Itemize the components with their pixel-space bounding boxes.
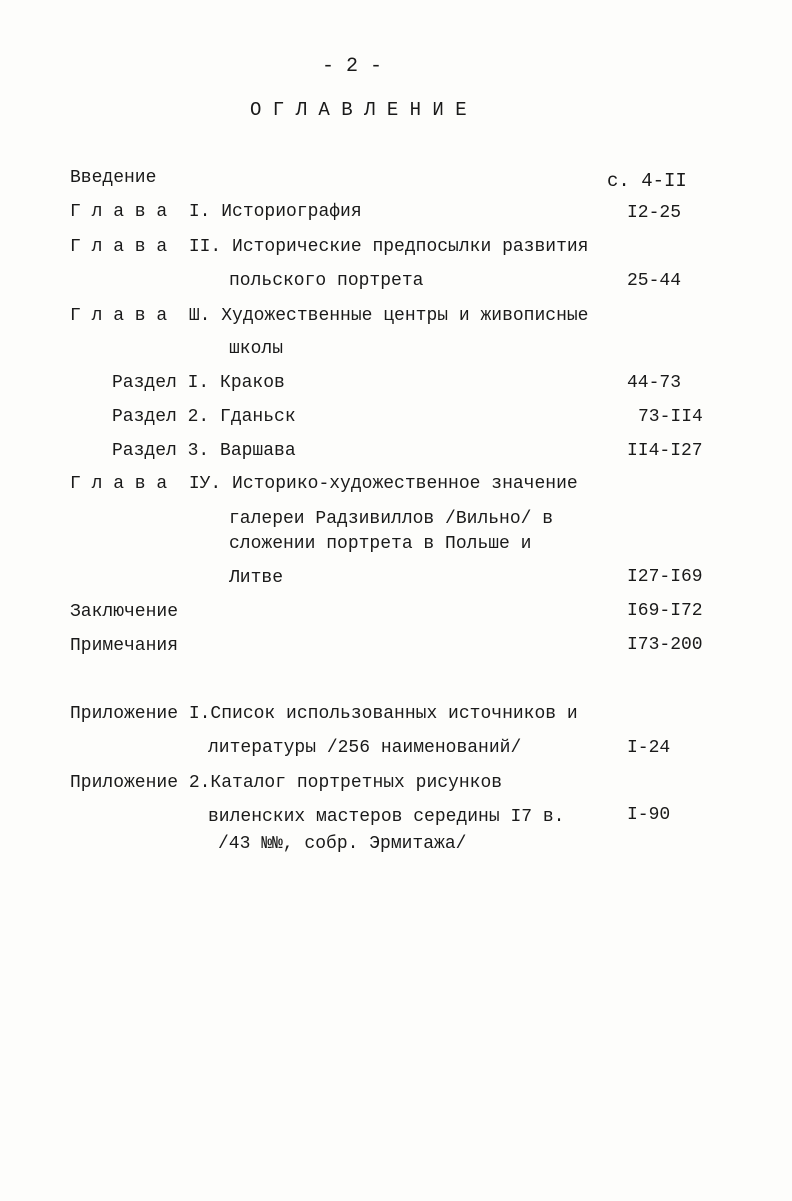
toc-entry-page: I69-I72	[627, 601, 703, 621]
toc-entry-label: школы	[229, 339, 284, 359]
toc-entry-page: I2-25	[627, 203, 682, 223]
toc-entry-page: 44-73	[627, 373, 682, 393]
toc-entry-page: 25-44	[627, 271, 682, 291]
page-number: - 2 -	[322, 55, 383, 78]
toc-entry-label: Литве	[229, 568, 284, 588]
toc-entry-label: Заключение	[70, 602, 179, 622]
toc-entry-label: Г л а в а IУ. Историко-художественное значение	[70, 474, 578, 494]
toc-entry-label: Введение	[70, 168, 157, 188]
toc-entry-label: Приложение 2.Каталог портретных рисунков	[70, 773, 503, 793]
toc-entry-label: Раздел 2. Гданьск	[112, 407, 296, 427]
page-title: О Г Л А В Л Е Н И Е	[250, 99, 467, 121]
toc-entry-page: I-24	[627, 738, 671, 758]
toc-entry-label: Приложение I.Список использованных источников и	[70, 704, 578, 724]
toc-entry-label: Г л а в а II. Исторические предпосылки развития	[70, 237, 589, 257]
toc-entry-label: сложении портрета в Польше и	[229, 534, 532, 554]
toc-entry-label: Раздел 3. Варшава	[112, 441, 296, 461]
toc-entry-page: I73-200	[627, 635, 703, 655]
toc-entry-label: польского портрета	[229, 271, 424, 291]
toc-entry-page: 73-II4	[638, 407, 703, 427]
toc-entry-label: литературы /256 наименований/	[208, 738, 522, 758]
toc-entry-label: Примечания	[70, 636, 179, 656]
toc-entry-label: галереи Радзивиллов /Вильно/ в	[229, 509, 554, 529]
toc-entry-label: Г л а в а Ш. Художественные центры и живописные	[70, 306, 589, 326]
toc-entry-label: Г л а в а I. Историография	[70, 202, 362, 222]
toc-entry-page: II4-I27	[627, 441, 703, 461]
toc-entry-label: Раздел I. Краков	[112, 373, 285, 393]
toc-entry-page: с. 4-II	[607, 170, 687, 192]
toc-entry-label: виленских мастеров середины I7 в.	[208, 807, 565, 827]
toc-entry-label: /43 №№, собр. Эрмитажа/	[218, 834, 467, 854]
toc-entry-page: I27-I69	[627, 567, 703, 587]
toc-entry-page: I-90	[627, 805, 671, 825]
